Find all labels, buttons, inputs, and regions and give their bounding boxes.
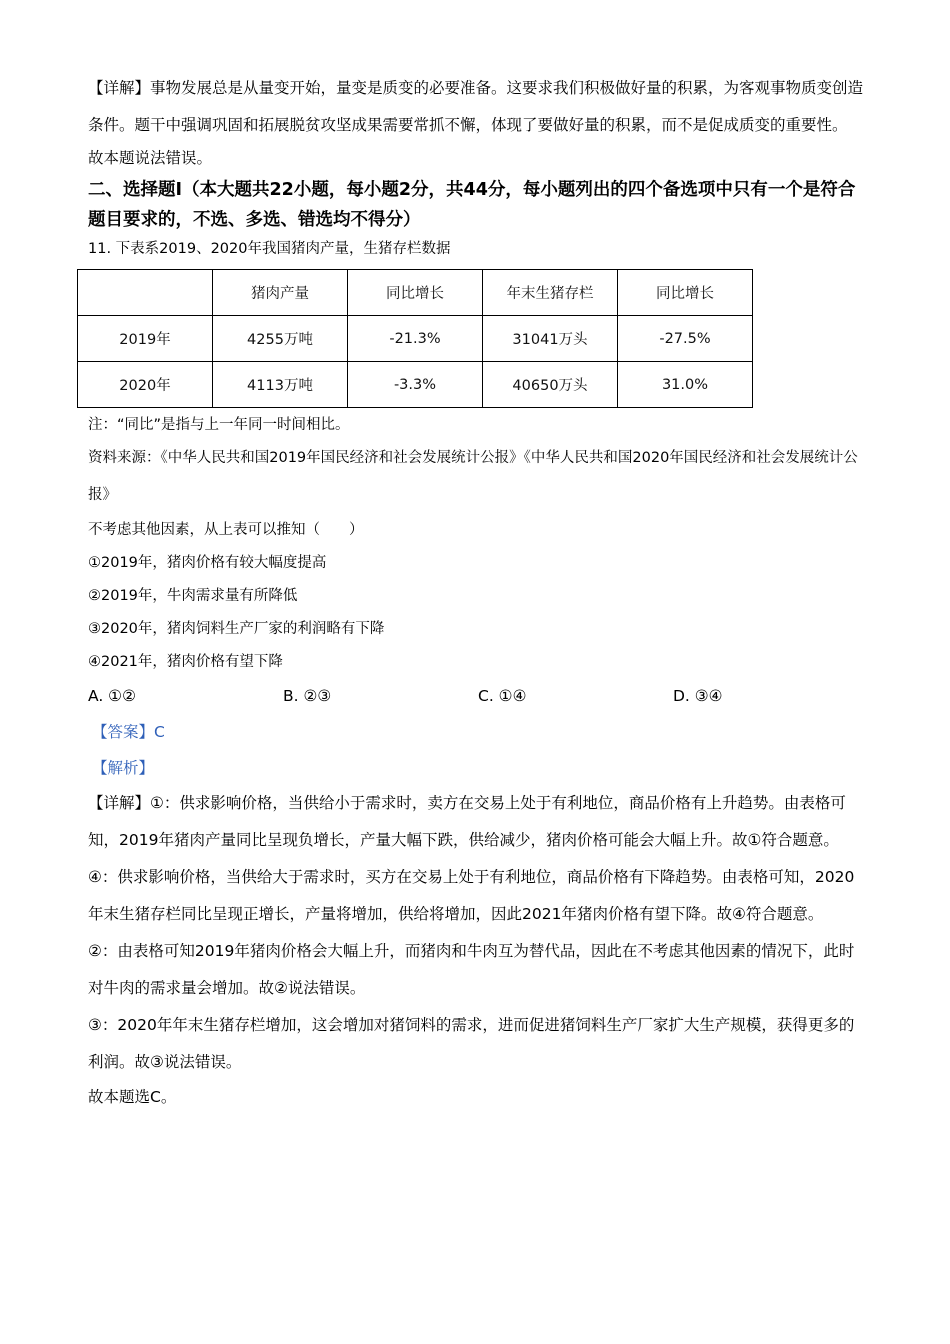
table-cell: 40650万头 (483, 362, 618, 408)
analysis-paragraph: ④：供求影响价格，当供给大于需求时，买方在交易上处于有利地位，商品价格有下降趋势。由表格可知，2020年末生猪存栏同比呈现正增长，产量将增加，供给将增加，因此2021年猪肉价格有望下降。故④符合题意。 (88, 868, 855, 923)
table-cell: -21.3% (348, 316, 483, 362)
option-c: C. ①④ (478, 687, 527, 705)
option-d: D. ③④ (673, 687, 723, 705)
table-cell: 31041万头 (483, 316, 618, 362)
intro-paragraph: 【详解】事物发展总是从量变开始，量变是质变的必要准备。这要求我们积极做好量的积累，为客观事物质变创造条件。题干中强调巩固和拓展脱贫攻坚成果需要常抓不懈，体现了要做好量的积累，而不是促成质变的重要性。 (88, 79, 864, 134)
table-cell: 2019年 (78, 316, 213, 362)
data-source: 资料来源：《中华人民共和国2019年国民经济和社会发展统计公报》《中华人民共和国2020年国民经济和社会发展统计公报》 (88, 450, 858, 503)
table-header-cell: 猪肉产量 (213, 270, 348, 316)
analysis-paragraph: 【详解】①：供求影响价格，当供给小于需求时，卖方在交易上处于有利地位，商品价格有上升趋势。由表格可知，2019年猪肉产量同比呈现负增长，产量大幅下跌，供给减少，猪肉价格可能会大幅上升。故①符合题意。 (88, 794, 846, 849)
table-cell: 31.0% (618, 362, 753, 408)
table-header-cell (78, 270, 213, 316)
answer-label: 【答案】C (92, 723, 165, 741)
table-row (78, 362, 753, 408)
table-header-cell: 同比增长 (348, 270, 483, 316)
question-prompt: 不考虑其他因素，从上表可以推知（ ） (88, 522, 364, 538)
pork-data-table (77, 269, 753, 408)
analysis-paragraph: ③：2020年年末生猪存栏增加，这会增加对猪饲料的需求，进而促进猪饲料生产厂家扩大生产规模，获得更多的利润。故③说法错误。 (88, 1016, 855, 1071)
intro-conclusion: 故本题说法错误。 (88, 149, 213, 167)
analysis-label: 【解析】 (92, 759, 155, 777)
table-header-cell: 同比增长 (618, 270, 753, 316)
option-b: B. ②③ (283, 687, 332, 705)
answer-options (88, 679, 868, 713)
section-title: 二、选择题Ⅰ（本大题共22小题，每小题2分，共44分，每小题列出的四个备选项中只有一个是符合题目要求的，不选、多选、错选均不得分） (88, 180, 856, 230)
analysis-paragraph: ②：由表格可知2019年猪肉价格会大幅上升，而猪肉和牛肉互为替代品，因此在不考虑其他因素的情况下，此时对牛肉的需求量会增加。故②说法错误。 (88, 942, 855, 997)
table-note: 注：“同比”是指与上一年同一时间相比。 (88, 417, 350, 433)
statement-item: ③2020年，猪肉饲料生产厂家的利润略有下降 (88, 621, 385, 637)
table-cell: 4255万吨 (213, 316, 348, 362)
table-header-row (78, 270, 753, 316)
table-cell: -3.3% (348, 362, 483, 408)
answer-conclusion: 故本题选C。 (88, 1088, 177, 1106)
statement-item: ②2019年，牛肉需求量有所降低 (88, 588, 298, 604)
question-stem: 11. 下表系2019、2020年我国猪肉产量，生猪存栏数据 (88, 241, 451, 257)
statement-item: ①2019年，猪肉价格有较大幅度提高 (88, 555, 327, 571)
table-row (78, 316, 753, 362)
table-cell: 2020年 (78, 362, 213, 408)
table-header-cell: 年末生猪存栏 (483, 270, 618, 316)
document-page (88, 76, 868, 1114)
statement-item: ④2021年，猪肉价格有望下降 (88, 654, 283, 670)
option-a: A. ①② (88, 687, 136, 705)
table-cell: -27.5% (618, 316, 753, 362)
table-cell: 4113万吨 (213, 362, 348, 408)
